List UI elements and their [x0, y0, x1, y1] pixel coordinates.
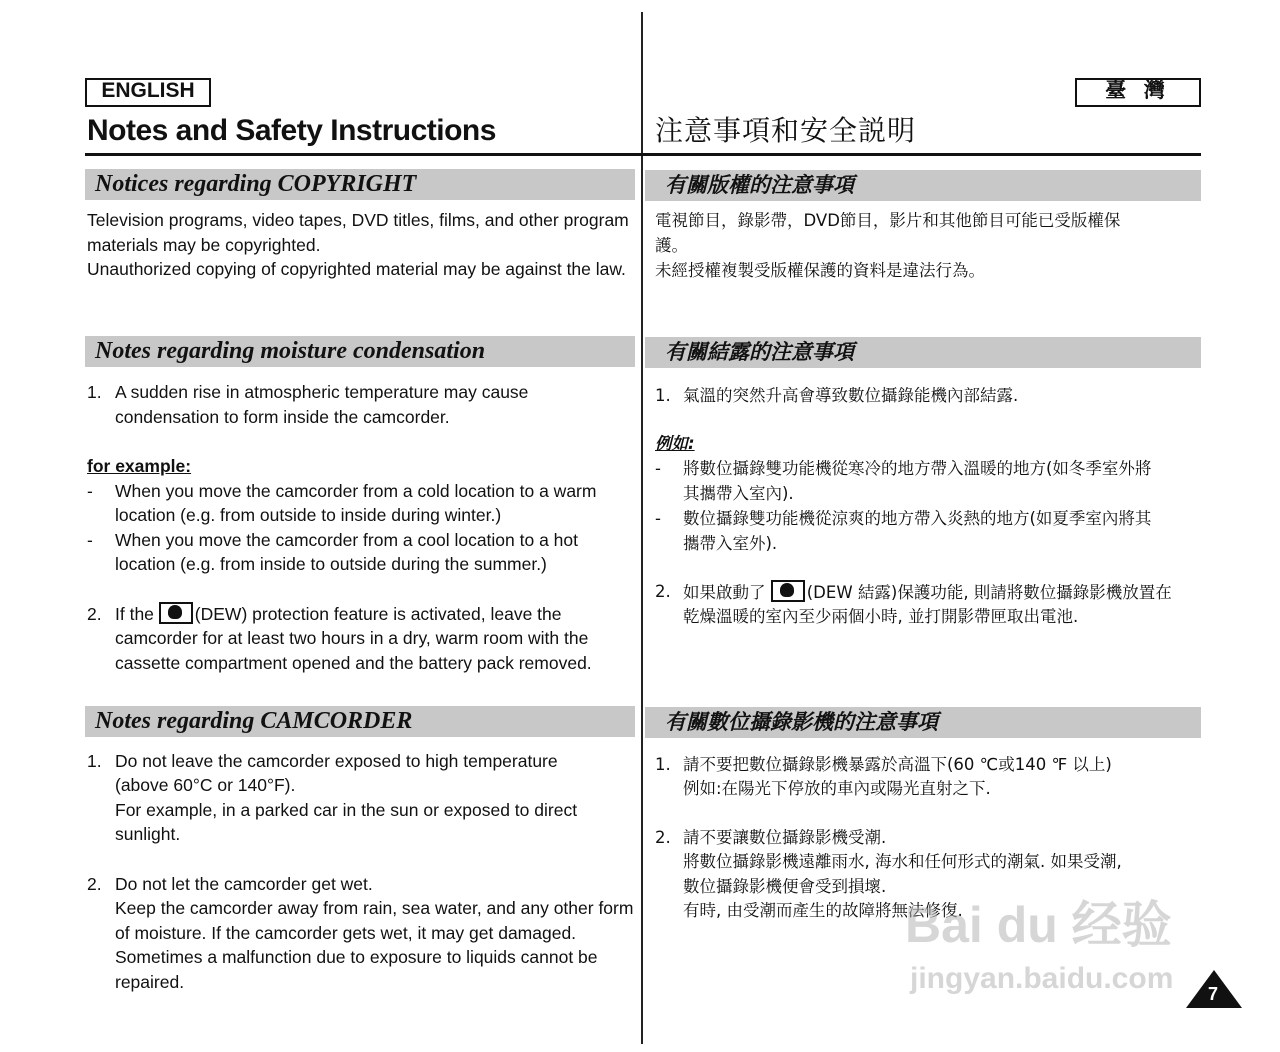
copyright-text-line: Television programs, video tapes, DVD titles, films, and other program — [87, 210, 629, 230]
copyright-text-line-zh: 護。 — [655, 236, 688, 255]
moisture-bullet1-zh: 將數位攝錄雙功能機從寒冷的地方帶入溫暖的地方(如冬季室外將 — [683, 459, 1152, 478]
language-label-taiwan: 臺 灣 — [1075, 78, 1201, 107]
copyright-text-line: Unauthorized copying of copyrighted material may be against the law. — [87, 259, 626, 279]
camcorder-item2-line: repaired. — [115, 972, 185, 992]
section-heading-moisture-en: Notes regarding moisture condensation — [85, 336, 635, 367]
camcorder-item2-zh: 將數位攝錄影機遠離雨水, 海水和任何形式的潮氣. 如果受潮, — [683, 852, 1122, 871]
section-heading-copyright-en: Notices regarding COPYRIGHT — [85, 169, 635, 200]
example-label-zh: 例如: — [655, 434, 695, 453]
moisture-item2-zh: 乾燥溫暖的室內至少兩個小時, 並打開影帶匣取出電池. — [683, 607, 1079, 626]
bullet-dash: - — [87, 481, 93, 501]
section-heading-camcorder-zh: 有關數位攝錄影機的注意事項 — [645, 707, 1201, 738]
camcorder-item1-zh: 例如:在陽光下停放的車內或陽光直射之下. — [683, 779, 991, 798]
list-number: 1. — [655, 386, 671, 405]
bullet-dash: - — [655, 509, 661, 528]
list-number: 1. — [655, 755, 671, 774]
camcorder-item2-zh: 數位攝錄影機便會受到損壞. — [683, 877, 887, 896]
camcorder-item2-line: Keep the camcorder away from rain, sea water, and any other form — [115, 898, 634, 918]
header-rule — [85, 153, 1201, 156]
camcorder-item1-line: (above 60°C or 140°F). — [115, 775, 296, 795]
moisture-item2-zh — [683, 580, 1172, 606]
list-number: 2. — [655, 582, 671, 601]
moisture-item2-pre: If the — [115, 604, 154, 624]
camcorder-item2-line: Sometimes a malfunction due to exposure to liquids cannot be — [115, 947, 598, 967]
camcorder-item1-line: sunlight. — [115, 824, 181, 844]
bullet-dash: - — [87, 530, 93, 550]
section-heading-moisture-zh: 有關結露的注意事項 — [645, 337, 1201, 368]
list-number: 1. — [87, 751, 102, 771]
column-divider — [641, 12, 643, 1044]
camcorder-item2-line: Do not let the camcorder get wet. — [115, 874, 373, 894]
moisture-bullet2-line: location (e.g. from inside to outside during the summer.) — [115, 554, 547, 574]
dew-icon — [771, 580, 805, 602]
moisture-item2-line — [115, 602, 562, 627]
camcorder-item1-zh: 請不要把數位攝錄影機暴露於高溫下(60 ℃或140 ℉ 以上) — [683, 755, 1112, 774]
camcorder-item2-line: of moisture. If the camcorder gets wet, it may get damaged. — [115, 923, 577, 943]
page-number: 7 — [1207, 984, 1218, 1004]
moisture-item1-zh: 氣溫的突然升高會導致數位攝錄能機內部結露. — [683, 386, 1019, 405]
camcorder-item1-line: Do not leave the camcorder exposed to high temperature — [115, 751, 558, 771]
copyright-text-line: materials may be copyrighted. — [87, 235, 321, 255]
moisture-bullet2-zh: 攜帶入室外). — [683, 534, 778, 553]
moisture-bullet2-zh: 數位攝錄雙功能機從涼爽的地方帶入炎熱的地方(如夏季室內將其 — [683, 509, 1152, 528]
moisture-bullet2-line: When you move the camcorder from a cool location to a hot — [115, 530, 579, 550]
copyright-text-line-zh: 電視節目，錄影帶，DVD節目，影片和其他節目可能已受版權保 — [655, 211, 1121, 230]
moisture-item2-zh-post: (DEW 結露)保護功能, 則請將數位攝錄影機放置在 — [806, 583, 1172, 602]
moisture-item1-line: A sudden rise in atmospheric temperature may cause — [115, 382, 529, 402]
copyright-text-line-zh: 未經授權複製受版權保護的資料是違法行為。 — [655, 261, 985, 280]
page-title-zh: 注意事項和安全説明 — [655, 114, 917, 147]
bullet-dash: - — [655, 459, 661, 478]
camcorder-item2-zh: 請不要讓數位攝錄影機受潮. — [683, 828, 887, 847]
page-title-en: Notes and Safety Instructions — [87, 114, 496, 147]
list-number: 2. — [87, 604, 102, 624]
list-number: 2. — [655, 828, 671, 847]
moisture-item2-post: (DEW) protection feature is activated, leave the — [194, 604, 562, 624]
camcorder-item1-line: For example, in a parked car in the sun or exposed to direct — [115, 800, 578, 820]
moisture-bullet1-line: location (e.g. from outside to inside during winter.) — [115, 505, 502, 525]
moisture-bullet1-zh: 其攜帶入室內). — [683, 484, 794, 503]
moisture-item2-line: camcorder for at least two hours in a dry, warm room with the — [115, 628, 589, 648]
camcorder-item2-zh: 有時, 由受潮而產生的故障將無法修復. — [683, 901, 963, 920]
baidu-watermark-url: jingyan.baidu.com — [910, 962, 1174, 995]
baidu-watermark: Bai du 经验 — [905, 897, 1172, 953]
list-number: 2. — [87, 874, 102, 894]
moisture-bullet1-line: When you move the camcorder from a cold location to a warm — [115, 481, 597, 501]
list-number: 1. — [87, 382, 102, 402]
example-label-en: for example: — [87, 456, 192, 476]
section-heading-copyright-zh: 有關版權的注意事項 — [645, 170, 1201, 201]
moisture-item1-line: condensation to form inside the camcorder. — [115, 407, 450, 427]
moisture-item2-line: cassette compartment opened and the battery pack removed. — [115, 653, 592, 673]
section-heading-camcorder-en: Notes regarding CAMCORDER — [85, 706, 635, 737]
moisture-item2-zh-pre: 如果啟動了 — [683, 583, 766, 602]
language-label-english: ENGLISH — [85, 78, 211, 107]
dew-icon — [159, 602, 193, 624]
